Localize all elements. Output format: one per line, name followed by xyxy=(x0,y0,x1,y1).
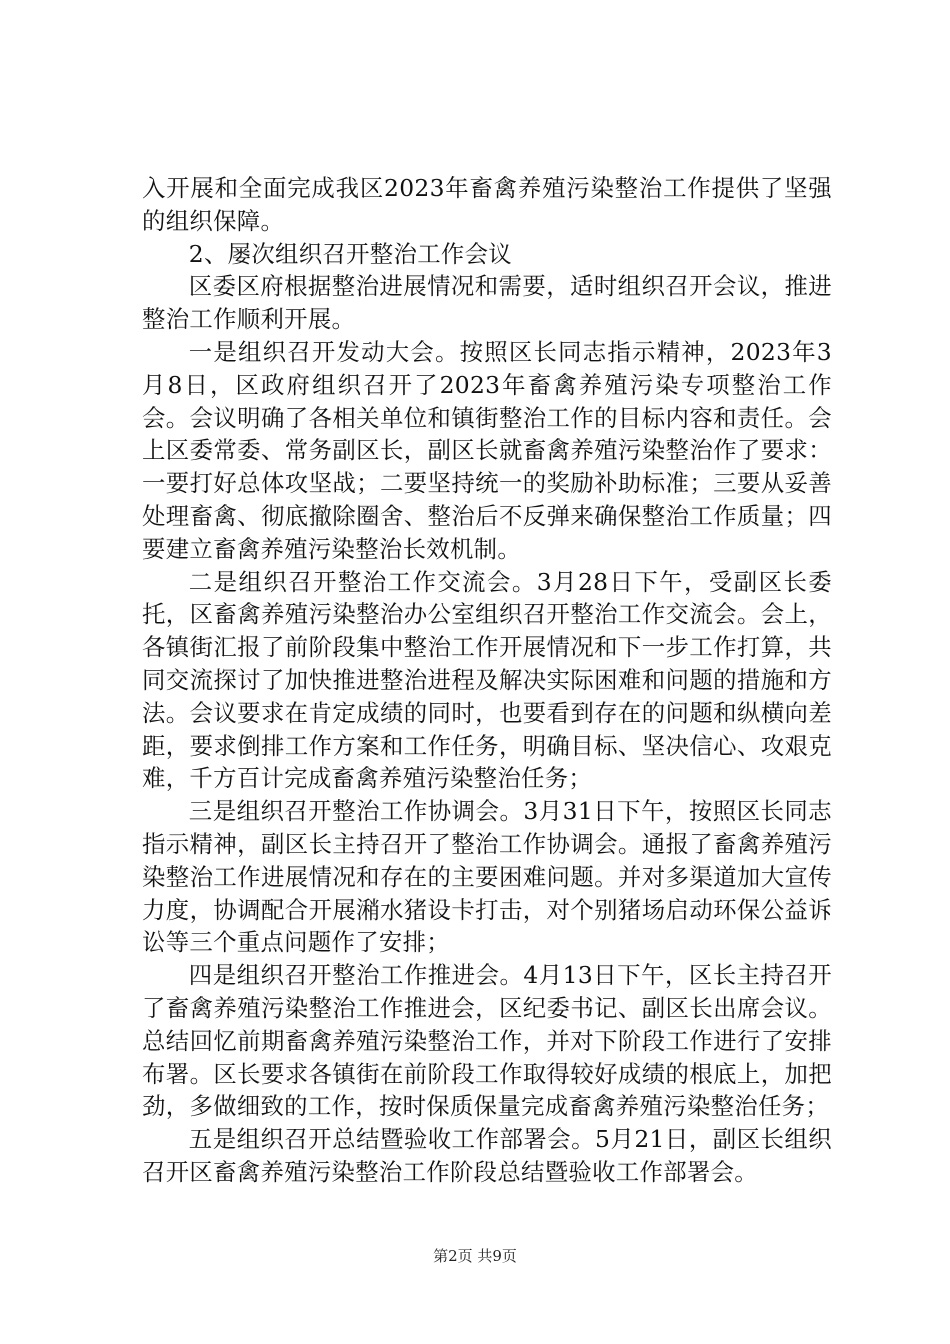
paragraph: 一是组织召开发动大会。按照区长同志指示精神，2023年3月8日，区政府组织召开了2023年畜禽养殖污染专项整治工作会。会议明确了各相关单位和镇街整治工作的目标内容和责任。会上区委常委、常务副区长，副区长就畜禽养殖污染整治作了要求：一要打好总体攻坚战；二要坚持统一的奖励补助标准；三要从妥善处理畜禽、彻底撤除圈舍、整治后不反弹来确保整治工作质量；四要建立畜禽养殖污染整治长效机制。 xyxy=(142,337,832,563)
page-number: 第2页 共9页 xyxy=(433,1247,517,1265)
document-body xyxy=(142,172,832,1189)
paragraph: 二是组织召开整治工作交流会。3月28日下午，受副区长委托，区畜禽养殖污染整治办公室组织召开整治工作交流会。会上，各镇街汇报了前阶段集中整治工作开展情况和下一步工作打算，共同交流探讨了加快推进整治进程及解决实际困难和问题的措施和方法。会议要求在肯定成绩的同时，也要看到存在的问题和纵横向差距，要求倒排工作方案和工作任务，明确目标、坚决信心、攻艰克难，千方百计完成畜禽养殖污染整治任务； xyxy=(142,567,832,793)
paragraph: 四是组织召开整治工作推进会。4月13日下午，区长主持召开了畜禽养殖污染整治工作推进会，区纪委书记、副区长出席会议。总结回忆前期畜禽养殖污染整治工作，并对下阶段工作进行了安排布署。区长要求各镇街在前阶段工作取得较好成绩的根底上，加把劲，多做细致的工作，按时保质保量完成畜禽养殖污染整治任务； xyxy=(142,961,832,1121)
section-heading: 2、屡次组织召开整治工作会议 xyxy=(188,239,512,268)
paragraph: 三是组织召开整治工作协调会。3月31日下午，按照区长同志指示精神，副区长主持召开了整治工作协调会。通报了畜禽养殖污染整治工作进展情况和存在的主要困难问题。并对多渠道加大宣传力度，协调配合开展潲水猪设卡打击，对个别猪场启动环保公益诉讼等三个重点问题作了安排； xyxy=(142,797,832,957)
paragraph: 五是组织召开总结暨验收工作部署会。5月21日，副区长组织召开区畜禽养殖污染整治工作阶段总结暨验收工作部署会。 xyxy=(142,1125,832,1186)
paragraph: 区委区府根据整治进展情况和需要，适时组织召开会议，推进整治工作顺利开展。 xyxy=(142,272,832,334)
paragraph-continuation: 入开展和全面完成我区2023年畜禽养殖污染整治工作提供了坚强的组织保障。 xyxy=(142,174,832,235)
